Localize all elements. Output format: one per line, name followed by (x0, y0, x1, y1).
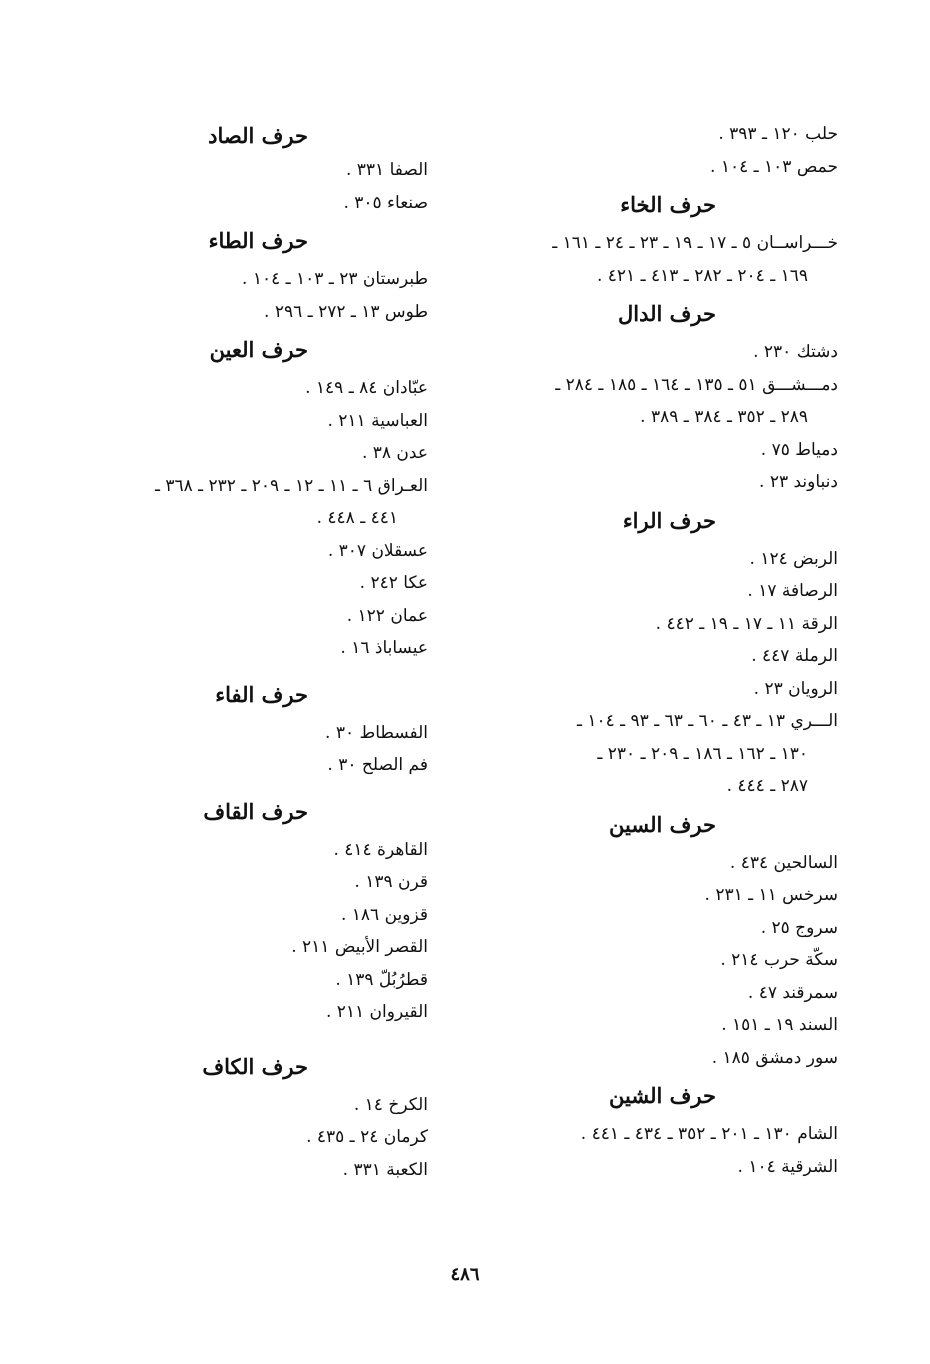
section-heading-ra: حرف الراء (622, 507, 716, 533)
entry-group-ta (70, 263, 428, 328)
entry-group-qaf (70, 834, 428, 1029)
section-heading-ta: حرف الطاء (208, 228, 308, 253)
index-entry: الـــري ١٣ ـ ٤٣ ـ ٦٠ ـ ٦٣ ـ ٩٣ ـ ١٠٤ ـ (576, 711, 838, 731)
entry-group-kaf (70, 1089, 428, 1187)
index-entry: سور دمشق ١٨٥ . (711, 1047, 838, 1068)
index-entry: القصر الأبيض ٢١١ . (291, 937, 428, 957)
index-entry: الرويان ٢٣ . (753, 678, 838, 699)
section-heading-fa: حرف الفاء (215, 681, 308, 707)
index-entry: عبّادان ٨٤ ـ ١٤٩ . (305, 378, 428, 398)
index-entry: القيروان ٢١١ . (325, 1002, 428, 1022)
index-entry: دنباوند ٢٣ . (759, 472, 838, 492)
section-heading-kha: حرف الخاء (620, 192, 716, 217)
index-entry-continuation: ٤٤١ ـ ٤٤٨ . (316, 508, 398, 528)
index-entry: العـراق ٦ ـ ١١ ـ ١٢ ـ ٢٠٩ ـ ٢٣٢ ـ ٣٦٨ ـ (154, 475, 428, 496)
index-entry-continuation: ٢٨٧ ـ ٤٤٤ . (726, 776, 808, 796)
section-heading-qaf: حرف القاف (203, 798, 308, 824)
index-entry: سرخس ١١ ـ ٢٣١ . (704, 885, 838, 905)
index-entry: عسقلان ٣٠٧ . (327, 540, 428, 561)
index-entry: السند ١٩ ـ ١٥١ . (721, 1015, 838, 1035)
index-entry: قطرُبُلّ ١٣٩ . (335, 969, 428, 990)
index-entry: الشام ١٣٠ ـ ٢٠١ ـ ٣٥٢ ـ ٤٣٤ ـ ٤٤١ . (580, 1124, 838, 1144)
entry-group-sad (70, 154, 428, 219)
index-entry: الرقة ١١ ـ ١٧ ـ ١٩ ـ ٤٤٢ . (655, 613, 838, 634)
index-entry: طوس ١٣ ـ ٢٧٢ ـ ٢٩٦ . (264, 301, 428, 322)
entry-group-shin (470, 1118, 838, 1183)
index-entry: طبرستان ٢٣ ـ ١٠٣ ـ ١٠٤ . (242, 269, 428, 289)
index-entry: الفسطاط ٣٠ . (325, 722, 428, 743)
index-entry: دمـــشـــق ٥١ ـ ١٣٥ ـ ١٦٤ ـ ١٨٥ ـ ٢٨٤ ـ (555, 374, 838, 395)
entry-group-dal (470, 336, 838, 499)
index-entry: عيساباذ ١٦ . (340, 638, 428, 658)
index-entry: دمياط ٧٥ . (760, 439, 838, 460)
section-heading-shin: حرف الشين (609, 1083, 716, 1108)
index-entry: الرملة ٤٤٧ . (751, 646, 838, 666)
section-heading-dal: حرف الدال (618, 301, 716, 326)
index-entry: القاهرة ٤١٤ . (333, 839, 428, 860)
entry-group-ra (470, 543, 838, 803)
section-heading-sad: حرف الصاد (208, 123, 308, 148)
index-entry: سكّة حرب ٢١٤ . (720, 950, 838, 970)
page-number: ٤٨٦ (450, 1264, 480, 1285)
entry-group-ain (70, 372, 428, 665)
index-entry: قرن ١٣٩ . (354, 872, 428, 892)
index-entry-continuation: ٢٨٩ ـ ٣٥٢ ـ ٣٨٤ ـ ٣٨٩ . (640, 407, 808, 427)
index-entry: الربض ١٢٤ . (749, 548, 838, 569)
index-entry: دشتك ٢٣٠ . (753, 342, 838, 362)
index-entry: قزوين ١٨٦ . (340, 904, 428, 925)
index-entry: عمان ١٢٢ . (346, 605, 428, 626)
entry-group-kha (470, 227, 838, 292)
section-heading-kaf: حرف الكاف (202, 1053, 308, 1079)
index-entry: حلب ١٢٠ ـ ٣٩٣ . (718, 124, 838, 144)
index-entry: عدن ٣٨ . (361, 443, 428, 463)
entry-group-ha (470, 118, 838, 183)
index-entry: الرصافة ١٧ . (747, 581, 838, 601)
index-entry: سروج ٢٥ . (760, 917, 838, 938)
index-entry: عكا ٢٤٢ . (359, 573, 428, 593)
entry-group-fa (70, 717, 428, 782)
index-entry: حمص ١٠٣ ـ ١٠٤ . (710, 156, 838, 177)
index-entry: كرمان ٢٤ ـ ٤٣٥ . (306, 1127, 428, 1147)
index-entry: الكرخ ١٤ . (353, 1094, 428, 1115)
index-entry: الصفا ٣٣١ . (345, 160, 428, 180)
index-entry: فم الصلح ٣٠ . (327, 755, 428, 775)
index-entry: سمرقند ٤٧ . (747, 982, 838, 1003)
entry-group-sin (470, 847, 838, 1075)
index-entry-continuation: ١٣٠ ـ ١٦٢ ـ ١٨٦ ـ ٢٠٩ ـ ٢٣٠ ـ (597, 743, 808, 764)
section-heading-sin: حرف السين (609, 811, 716, 837)
right-column (470, 118, 838, 1183)
index-entry: السالحين ٤٣٤ . (729, 852, 838, 873)
index-entry: الشرقية ١٠٤ . (737, 1156, 838, 1177)
index-entry: العباسية ٢١١ . (327, 410, 428, 431)
index-entry: الكعبة ٣٣١ . (342, 1159, 428, 1180)
index-entry-continuation: ١٦٩ ـ ٢٠٤ ـ ٢٨٢ ـ ٤١٣ ـ ٤٢١ . (596, 265, 808, 286)
index-entry: خـــراســان ٥ ـ ١٧ ـ ١٩ ـ ٢٣ ـ ٢٤ ـ ١٦١ ـ (552, 233, 838, 253)
section-heading-ain: حرف العين (209, 337, 308, 362)
index-entry: صنعاء ٣٠٥ . (343, 192, 428, 213)
left-column (70, 118, 428, 1186)
